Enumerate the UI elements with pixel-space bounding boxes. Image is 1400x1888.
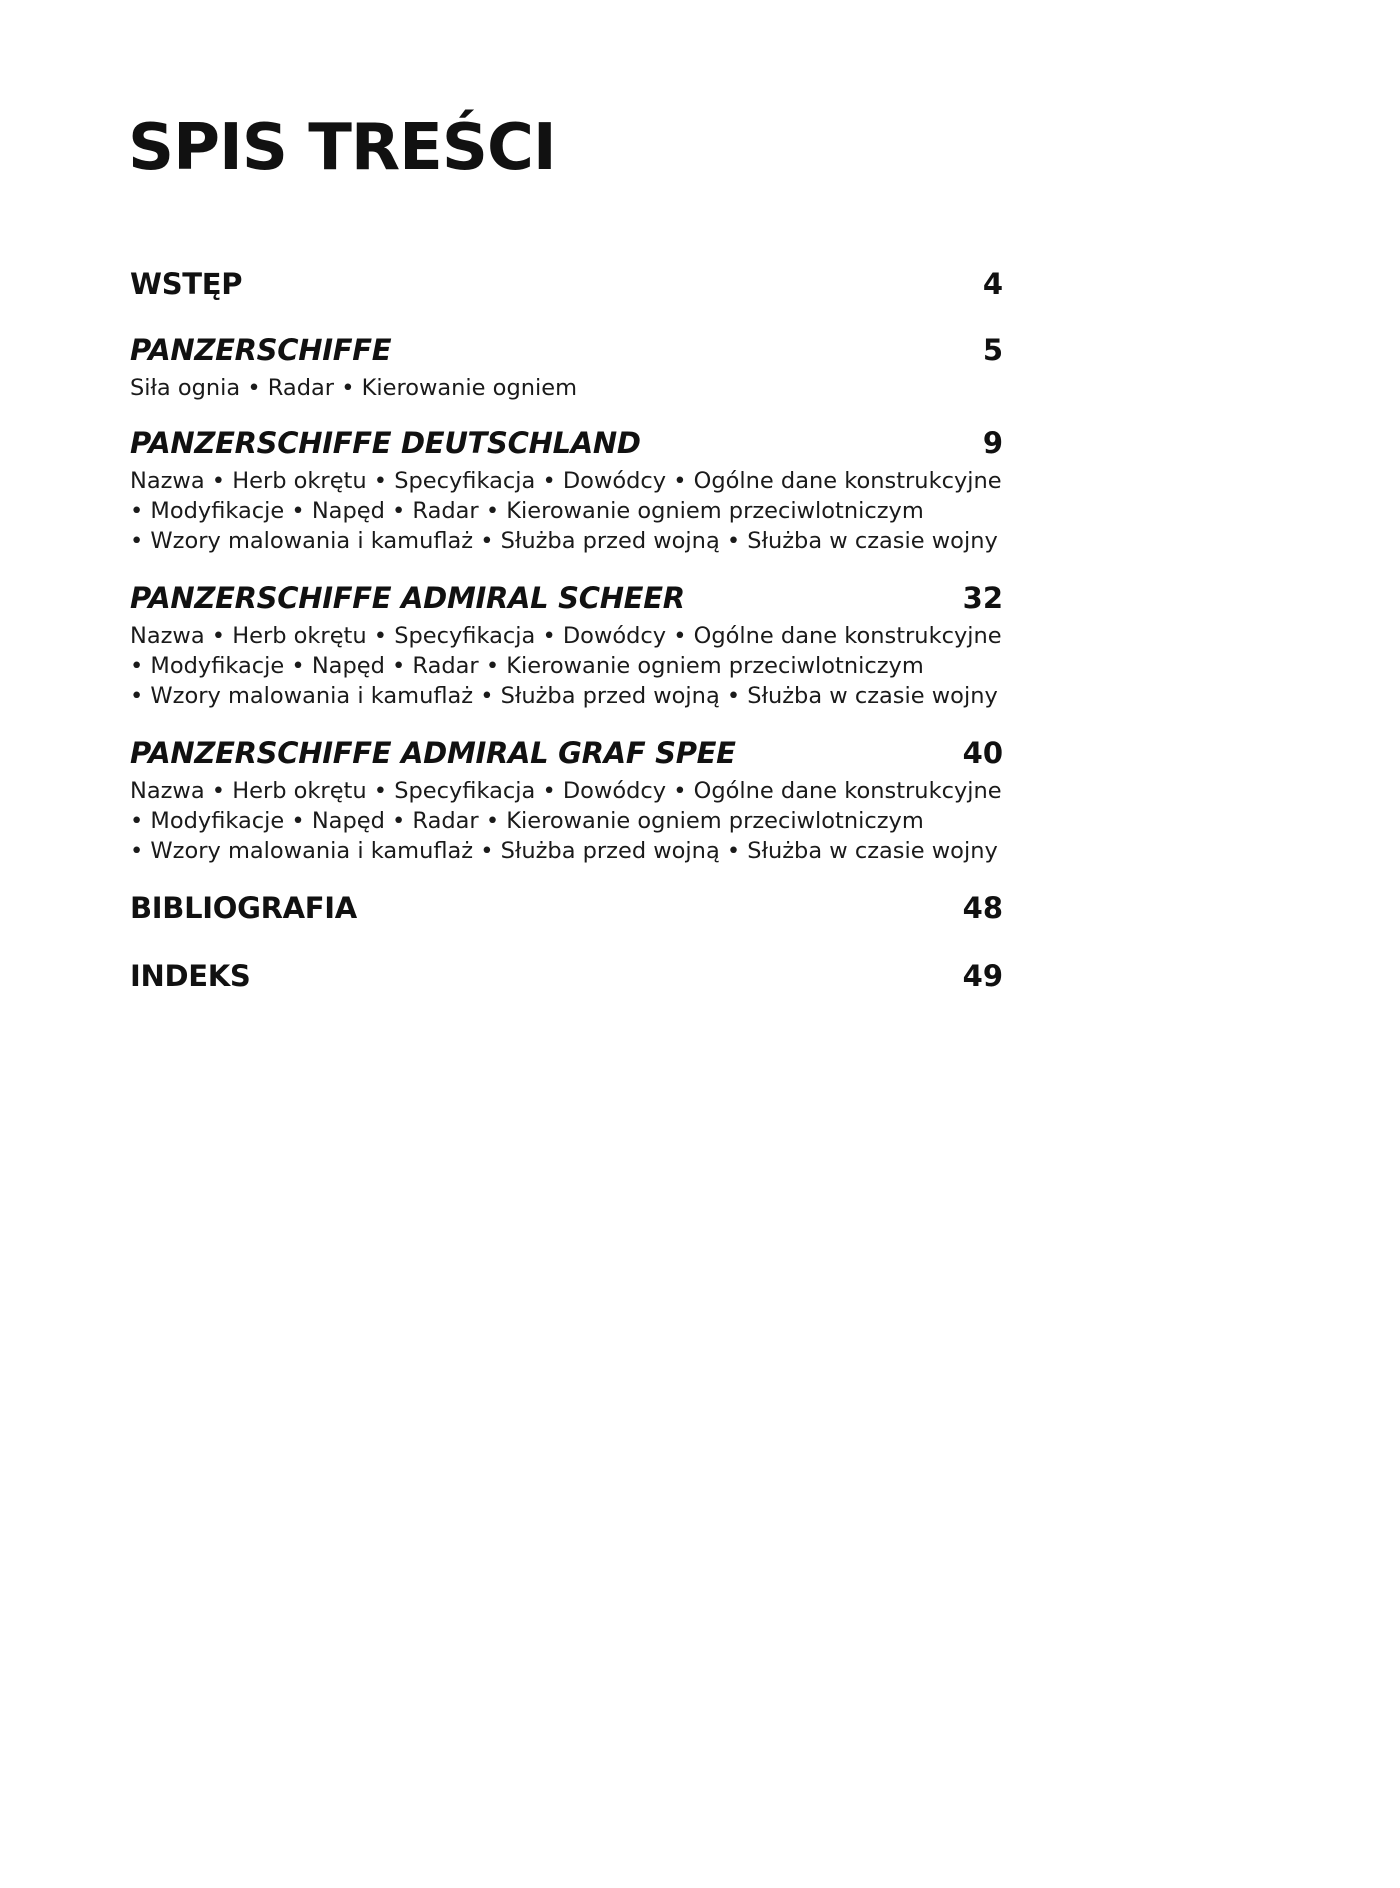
toc-entry-title: BIBLIOGRAFIA xyxy=(130,891,357,925)
toc-entry-page-number: 48 xyxy=(962,891,1003,925)
toc-entry-heading xyxy=(130,886,1003,930)
toc-entry xyxy=(130,576,1003,711)
toc-entry xyxy=(130,421,1003,556)
toc-entry xyxy=(130,328,1003,403)
toc-entry-title: PANZERSCHIFFE ADMIRAL GRAF SPEE xyxy=(130,736,736,770)
toc-entry-title: INDEKS xyxy=(130,959,251,993)
toc-subtopic-line: • Wzory malowania i kamuflaż • Służba przed wojną • Służba w czasie wojny xyxy=(130,683,998,709)
toc-subtopic-line: • Modyfikacje • Napęd • Radar • Kierowanie ogniem przeciwlotniczym xyxy=(130,498,924,524)
toc-subtopic-line: Nazwa • Herb okrętu • Specyfikacja • Dowódcy • Ogólne dane konstrukcyjne xyxy=(130,468,1002,494)
toc-entry-title: PANZERSCHIFFE xyxy=(130,333,392,367)
page-title: SPIS TREŚCI xyxy=(128,111,556,185)
toc-entry xyxy=(130,262,1003,306)
toc-entry-page-number: 5 xyxy=(982,333,1003,367)
toc-entry-subtopics xyxy=(130,776,1003,866)
toc-entry-page-number: 9 xyxy=(982,426,1003,460)
toc-entry-subtopics xyxy=(130,621,1003,711)
toc-entry-title: WSTĘP xyxy=(130,267,243,301)
toc-entry-page-number: 4 xyxy=(982,267,1003,301)
toc-subtopic-line: Siła ognia • Radar • Kierowanie ogniem xyxy=(130,375,578,401)
toc-subtopic-line: Nazwa • Herb okrętu • Specyfikacja • Dowódcy • Ogólne dane konstrukcyjne xyxy=(130,623,1002,649)
toc-entry-title: PANZERSCHIFFE DEUTSCHLAND xyxy=(130,426,641,460)
toc-entry-title: PANZERSCHIFFE ADMIRAL SCHEER xyxy=(130,581,685,615)
toc-entry-heading xyxy=(130,421,1003,465)
toc-entry-heading xyxy=(130,954,1003,998)
toc-entry-subtopics xyxy=(130,373,1003,403)
toc-entry xyxy=(130,886,1003,930)
toc-entry-heading xyxy=(130,731,1003,775)
toc-entry xyxy=(130,731,1003,866)
toc-entry xyxy=(130,954,1003,998)
toc-entry-heading xyxy=(130,328,1003,372)
toc-entry-page-number: 49 xyxy=(962,959,1003,993)
toc-entry-heading xyxy=(130,262,1003,306)
toc-entry-heading xyxy=(130,576,1003,620)
toc-entry-page-number: 40 xyxy=(962,736,1003,770)
toc-entry-page-number: 32 xyxy=(962,581,1003,615)
toc-subtopic-line: • Wzory malowania i kamuflaż • Służba przed wojną • Służba w czasie wojny xyxy=(130,838,998,864)
table-of-contents xyxy=(130,262,1003,998)
toc-subtopic-line: Nazwa • Herb okrętu • Specyfikacja • Dowódcy • Ogólne dane konstrukcyjne xyxy=(130,778,1002,804)
toc-subtopic-line: • Modyfikacje • Napęd • Radar • Kierowanie ogniem przeciwlotniczym xyxy=(130,653,924,679)
toc-entry-subtopics xyxy=(130,466,1003,556)
toc-subtopic-line: • Wzory malowania i kamuflaż • Służba przed wojną • Służba w czasie wojny xyxy=(130,528,998,554)
toc-subtopic-line: • Modyfikacje • Napęd • Radar • Kierowanie ogniem przeciwlotniczym xyxy=(130,808,924,834)
